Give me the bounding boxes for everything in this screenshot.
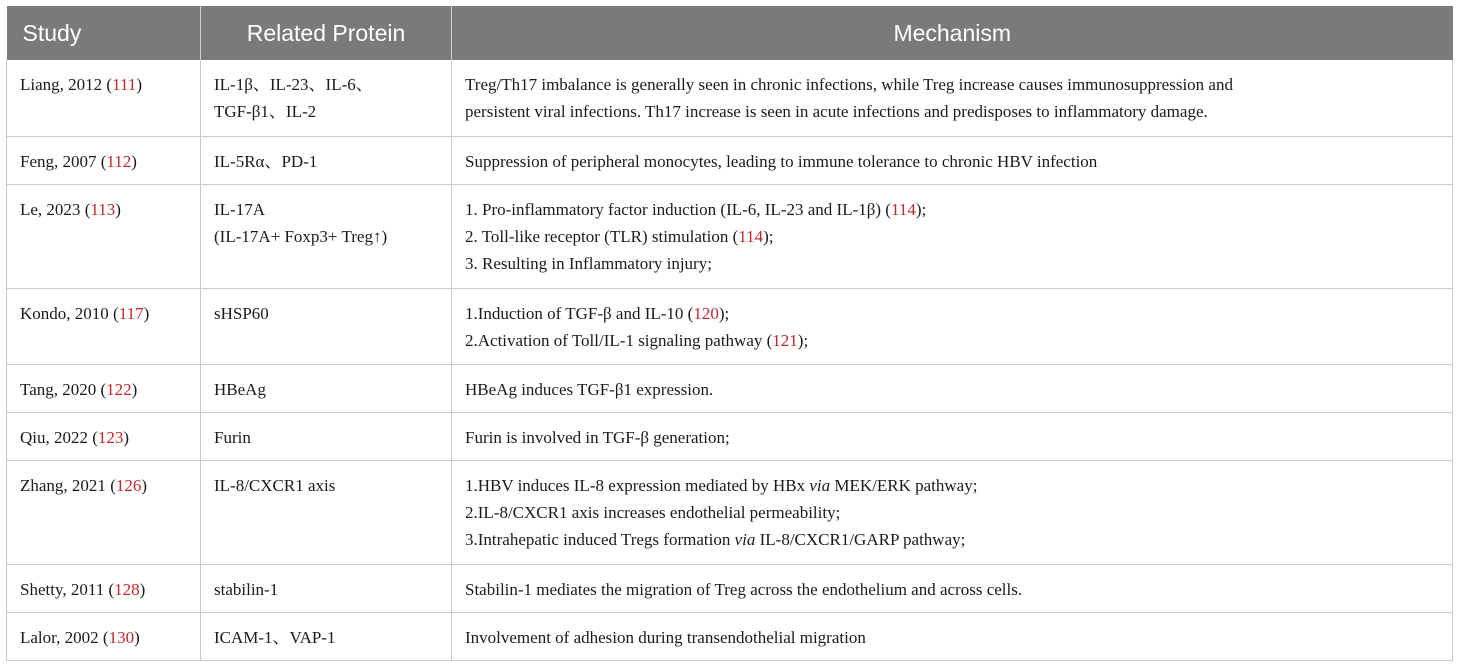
mechanism-text: 2. Toll-like receptor (TLR) stimulation ( — [465, 226, 739, 246]
protein-line: IL-1β、IL-23、IL-6、 — [214, 75, 373, 94]
mechanism-line — [465, 576, 1440, 603]
mechanism-line — [465, 300, 1440, 327]
mechanism-text: MEK/ERK pathway; — [830, 475, 978, 495]
mechanism-line — [465, 98, 1440, 125]
study-name: Tang, 2020 — [20, 379, 97, 399]
study-name: Le, 2023 — [20, 199, 81, 219]
study-name: Feng, 2007 — [20, 151, 97, 171]
reference-link[interactable]: 113 — [90, 199, 116, 219]
reference-link[interactable]: 114 — [738, 226, 764, 246]
mechanism-text: 2.Activation of Toll/IL-1 signaling pathway ( — [465, 330, 773, 350]
related-protein-cell — [201, 364, 452, 412]
mechanism-cell — [452, 412, 1453, 460]
table-row — [7, 364, 1453, 412]
protein-line: IL-5Rα、PD-1 — [214, 151, 318, 171]
table-row — [7, 60, 1453, 136]
mechanism-text: Furin is involved in TGF-β generation; — [465, 427, 730, 447]
protein-line: (IL-17A+ Foxp3+ Treg↑) — [214, 226, 388, 246]
mechanism-text: 2.IL-8/CXCR1 axis increases endothelial permeability; — [465, 502, 841, 522]
reference-link[interactable]: 123 — [97, 427, 124, 447]
study-cell: Zhang, 2021 (126) — [7, 460, 201, 564]
study-name: Qiu, 2022 — [20, 427, 88, 447]
study-cell: Qiu, 2022 (123) — [7, 412, 201, 460]
table-row — [7, 612, 1453, 660]
header-study: Study — [22, 19, 82, 46]
related-protein-cell — [201, 184, 452, 288]
mechanism-line — [465, 250, 1440, 277]
study-name: Shetty, 2011 — [20, 579, 105, 599]
mechanism-text: 3.Intrahepatic induced Tregs formation — [465, 529, 735, 549]
table-body — [7, 60, 1453, 660]
mechanism-text: 3. Resulting in Inflammatory injury; — [465, 253, 712, 273]
mechanism-line — [465, 526, 1440, 553]
mechanism-text: persistent viral infections. Th17 increase is seen in acute infections and predisposes to inflammatory damage. — [465, 102, 1208, 121]
table-row — [7, 136, 1453, 184]
study-name: Lalor, 2002 — [20, 627, 99, 647]
mechanism-cell — [452, 364, 1453, 412]
protein-line: TGF-β1、IL-2 — [214, 102, 317, 121]
related-protein-cell — [201, 460, 452, 564]
header-related-protein: Related Protein — [201, 6, 452, 60]
mechanism-cell — [452, 60, 1453, 136]
mechanism-text: 1.HBV induces IL-8 expression mediated by HBx — [465, 475, 810, 495]
header-mechanism: Mechanism — [452, 6, 1453, 60]
study-name: Kondo, 2010 — [20, 303, 109, 323]
reference-link[interactable]: 122 — [106, 379, 132, 399]
protein-line: Furin — [214, 427, 251, 447]
protein-line: ICAM-1、VAP-1 — [214, 627, 336, 647]
mechanism-cell — [452, 564, 1453, 612]
protein-line: sHSP60 — [214, 303, 269, 323]
italic-text: via — [734, 529, 756, 549]
italic-text: via — [809, 475, 831, 495]
mechanism-cell — [452, 288, 1453, 364]
table-header — [7, 6, 1453, 60]
related-protein-cell — [201, 612, 452, 660]
protein-line: IL-8/CXCR1 axis — [214, 475, 336, 495]
mechanism-text: ); — [718, 303, 730, 323]
mechanism-text: 1. Pro-inflammatory factor induction (IL-6, IL-23 and IL-1β) ( — [465, 199, 891, 219]
reference-link[interactable]: 111 — [112, 75, 137, 94]
study-name: Liang, 2012 — [20, 75, 103, 94]
mechanism-line — [465, 499, 1440, 526]
reference-link[interactable]: 117 — [118, 303, 144, 323]
study-cell: Lalor, 2002 (130) — [7, 612, 201, 660]
mechanism-line — [465, 376, 1440, 403]
table-row — [7, 288, 1453, 364]
related-protein-cell — [201, 288, 452, 364]
protein-line: HBeAg — [214, 379, 266, 399]
mechanism-line — [465, 223, 1440, 250]
table-row — [7, 184, 1453, 288]
study-cell: Feng, 2007 (112) — [7, 136, 201, 184]
mechanism-text: ); — [763, 226, 774, 246]
related-protein-cell — [201, 136, 452, 184]
mechanism-line — [465, 327, 1440, 354]
header-row — [7, 6, 1453, 60]
mechanism-cell — [452, 612, 1453, 660]
mechanism-line — [465, 472, 1440, 499]
mechanism-text: Involvement of adhesion during transendothelial migration — [465, 627, 866, 647]
study-cell: Liang, 2012 (111) — [7, 60, 201, 136]
mechanism-text: ); — [797, 330, 809, 350]
table-row — [7, 412, 1453, 460]
reference-link[interactable]: 128 — [114, 579, 140, 599]
study-name: Zhang, 2021 — [20, 475, 106, 495]
mechanism-line — [465, 71, 1440, 98]
mechanism-text: IL-8/CXCR1/GARP pathway; — [755, 529, 966, 549]
mechanism-text: ); — [915, 199, 927, 219]
mechanism-line — [465, 196, 1440, 223]
mechanism-text: HBeAg induces TGF-β1 expression. — [465, 379, 714, 399]
study-cell: Tang, 2020 (122) — [7, 364, 201, 412]
protein-line: stabilin-1 — [214, 579, 279, 599]
mechanism-text: Suppression of peripheral monocytes, leading to immune tolerance to chronic HBV infection — [465, 151, 1098, 171]
table-row — [7, 460, 1453, 564]
related-protein-cell — [201, 60, 452, 136]
study-cell: Kondo, 2010 (117) — [7, 288, 201, 364]
reference-link[interactable]: 126 — [115, 475, 142, 495]
mechanism-cell — [452, 136, 1453, 184]
mechanism-line — [465, 148, 1440, 175]
protein-line: IL-17A — [214, 199, 265, 219]
study-cell: Shetty, 2011 (128) — [7, 564, 201, 612]
mechanism-text: Stabilin-1 mediates the migration of Treg across the endothelium and across cells. — [465, 579, 1023, 599]
reference-link[interactable]: 130 — [108, 627, 135, 647]
reference-link[interactable]: 121 — [772, 330, 798, 350]
mechanism-cell — [452, 184, 1453, 288]
reference-link[interactable]: 114 — [890, 199, 916, 219]
mechanism-text: Treg/Th17 imbalance is generally seen in chronic infections, while Treg increase causes immunosuppression and — [465, 75, 1233, 94]
study-cell: Le, 2023 (113) — [7, 184, 201, 288]
study-table — [6, 6, 1453, 661]
mechanism-cell — [452, 460, 1453, 564]
mechanism-text: 1.Induction of TGF-β and IL-10 ( — [465, 303, 694, 323]
mechanism-line — [465, 624, 1440, 651]
mechanism-line — [465, 424, 1440, 451]
related-protein-cell — [201, 564, 452, 612]
reference-link[interactable]: 120 — [693, 303, 719, 323]
related-protein-cell — [201, 412, 452, 460]
table-row — [7, 564, 1453, 612]
reference-link[interactable]: 112 — [106, 151, 132, 171]
